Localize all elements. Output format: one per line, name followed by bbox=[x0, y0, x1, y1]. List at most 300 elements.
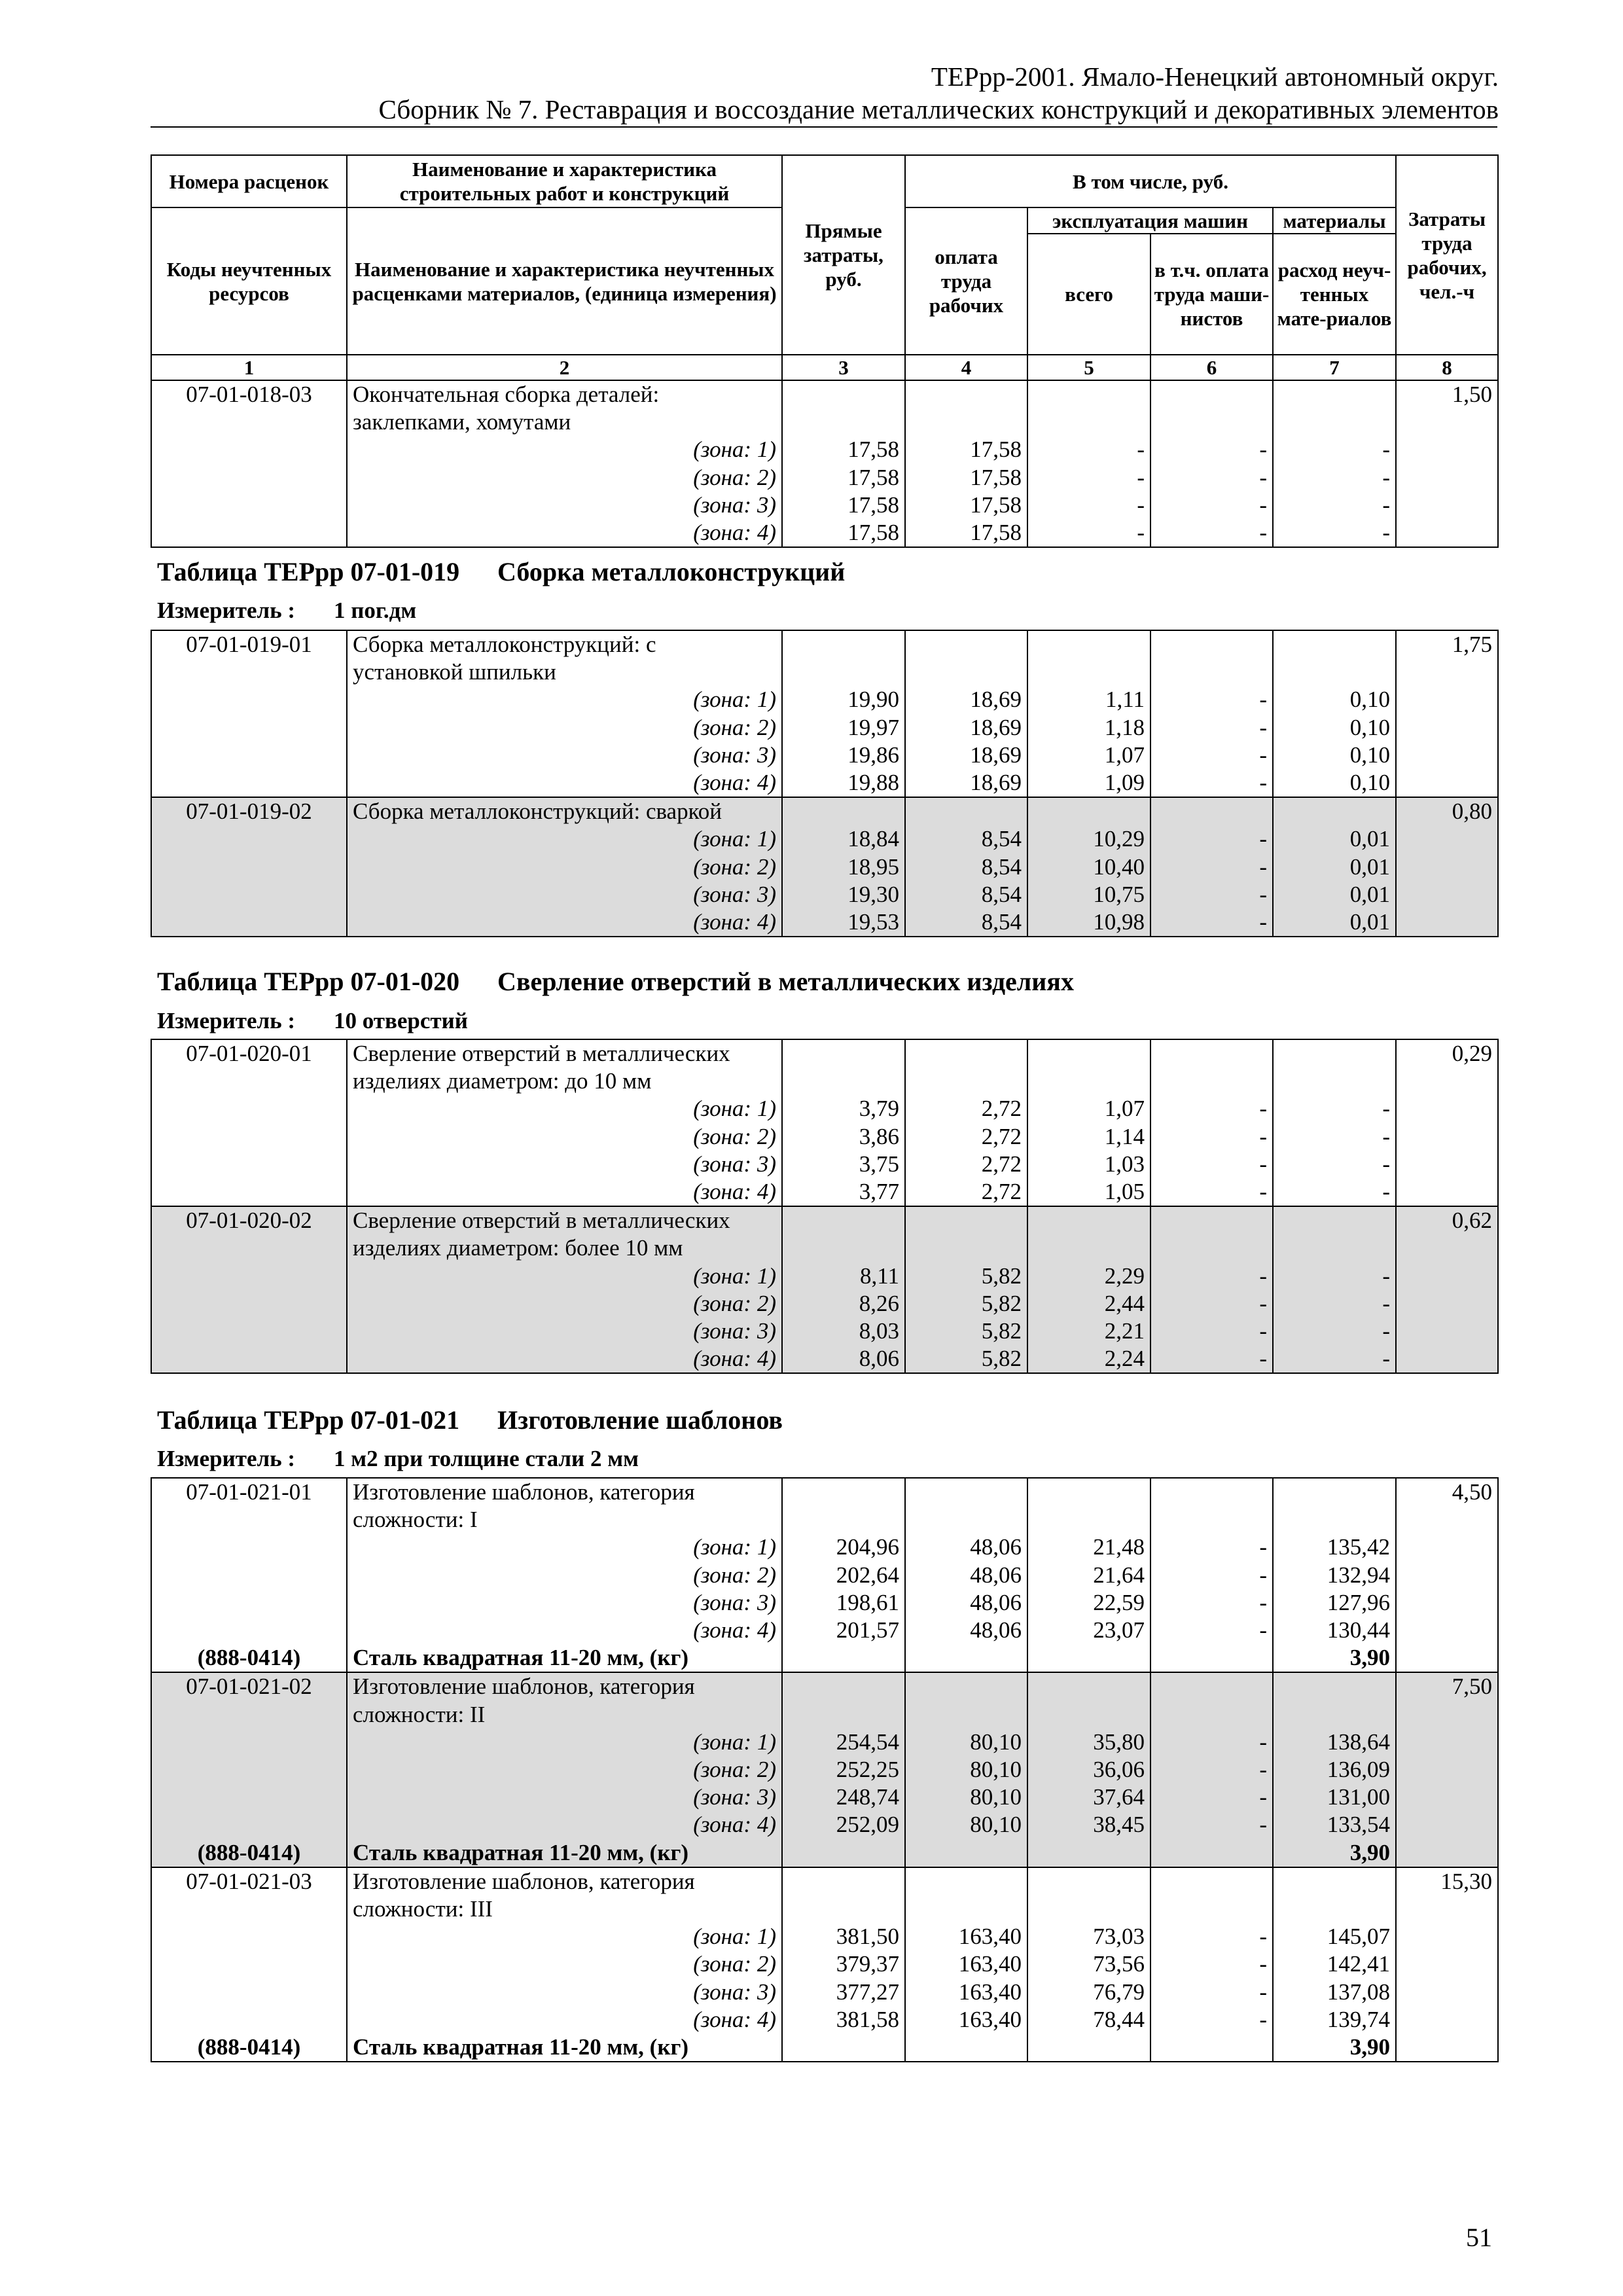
wages-cost: 80,10 bbox=[905, 1811, 1027, 1839]
labor-cost bbox=[1396, 1895, 1498, 1923]
material-name: Сталь квадратная 11-20 мм, (кг) bbox=[347, 1644, 782, 1672]
empty-cell bbox=[1150, 658, 1273, 686]
wages-cost: 80,10 bbox=[905, 1729, 1027, 1756]
empty-cell bbox=[1396, 519, 1498, 547]
empty-cell bbox=[782, 2034, 905, 2062]
labor-cost: 0,29 bbox=[1396, 1039, 1498, 1067]
empty-cell bbox=[151, 908, 347, 937]
machine-cost: 1,07 bbox=[1027, 742, 1150, 769]
col-header-material-use: расход неуч-тенных мате-риалов bbox=[1273, 234, 1396, 355]
empty-cell bbox=[782, 658, 905, 686]
empty-cell bbox=[782, 1701, 905, 1729]
machine-cost: 1,05 bbox=[1027, 1178, 1150, 1206]
empty-cell bbox=[1027, 658, 1150, 686]
empty-cell bbox=[151, 1811, 347, 1839]
col-num-2: 2 bbox=[347, 355, 782, 380]
machinist-wages: - bbox=[1150, 1345, 1273, 1373]
empty-cell bbox=[782, 630, 905, 658]
zone-label: (зона: 3) bbox=[347, 1589, 782, 1617]
zone-label: (зона: 4) bbox=[347, 1345, 782, 1373]
empty-cell bbox=[151, 1318, 347, 1345]
empty-cell bbox=[1396, 1784, 1498, 1811]
machinist-wages: - bbox=[1150, 881, 1273, 908]
empty-cell bbox=[1150, 1644, 1273, 1672]
machinist-wages: - bbox=[1150, 1729, 1273, 1756]
empty-cell bbox=[905, 408, 1027, 436]
machine-cost: 21,48 bbox=[1027, 1534, 1150, 1561]
machine-cost: 36,06 bbox=[1027, 1756, 1150, 1784]
materials-cost: 142,41 bbox=[1273, 1950, 1396, 1978]
rate-name-row bbox=[151, 1234, 1498, 1262]
zone-label: (зона: 2) bbox=[347, 1756, 782, 1784]
empty-cell bbox=[151, 436, 347, 463]
materials-cost: 0,10 bbox=[1273, 714, 1396, 742]
rate-name-row bbox=[151, 1867, 1498, 1895]
direct-cost: 377,27 bbox=[782, 1979, 905, 2006]
machine-cost: - bbox=[1027, 492, 1150, 519]
header-rule bbox=[151, 126, 1497, 128]
wages-cost: 18,69 bbox=[905, 686, 1027, 713]
direct-cost: 3,79 bbox=[782, 1095, 905, 1122]
col-header-resource-codes: Коды неучтенных ресурсов bbox=[151, 207, 347, 355]
empty-cell bbox=[1150, 1701, 1273, 1729]
zone-row bbox=[151, 1784, 1498, 1811]
zone-label: (зона: 4) bbox=[347, 2006, 782, 2034]
machinist-wages: - bbox=[1150, 1095, 1273, 1122]
wages-cost: 2,72 bbox=[905, 1095, 1027, 1122]
rate-name-row bbox=[151, 797, 1498, 825]
empty-cell bbox=[151, 1617, 347, 1644]
zone-label: (зона: 1) bbox=[347, 686, 782, 713]
materials-cost: 137,08 bbox=[1273, 1979, 1396, 2006]
empty-cell bbox=[151, 1263, 347, 1290]
direct-cost: 254,54 bbox=[782, 1729, 905, 1756]
empty-cell bbox=[151, 2006, 347, 2034]
empty-cell bbox=[1150, 1867, 1273, 1895]
zone-row bbox=[151, 853, 1498, 881]
materials-cost: 0,10 bbox=[1273, 769, 1396, 797]
rate-description: Сверление отверстий в металлических bbox=[347, 1206, 782, 1234]
wages-cost: 17,58 bbox=[905, 519, 1027, 547]
wages-cost: 17,58 bbox=[905, 464, 1027, 492]
empty-cell bbox=[151, 1950, 347, 1978]
empty-cell bbox=[1396, 1617, 1498, 1644]
empty-cell bbox=[782, 1867, 905, 1895]
materials-cost: - bbox=[1273, 1318, 1396, 1345]
wages-cost: 8,54 bbox=[905, 853, 1027, 881]
materials-cost: 130,44 bbox=[1273, 1617, 1396, 1644]
wages-cost: 17,58 bbox=[905, 436, 1027, 463]
labor-cost: 1,75 bbox=[1396, 630, 1498, 658]
labor-cost: 0,80 bbox=[1396, 797, 1498, 825]
empty-cell bbox=[1150, 1506, 1273, 1534]
measure-label: Измеритель : bbox=[157, 598, 296, 623]
zone-row bbox=[151, 2006, 1498, 2034]
empty-cell bbox=[1027, 1039, 1150, 1067]
empty-cell bbox=[1396, 464, 1498, 492]
wages-cost: 163,40 bbox=[905, 1923, 1027, 1950]
machine-cost: 35,80 bbox=[1027, 1729, 1150, 1756]
empty-cell bbox=[1396, 1811, 1498, 1839]
machine-cost: 2,24 bbox=[1027, 1345, 1150, 1373]
materials-cost: - bbox=[1273, 1151, 1396, 1178]
resource-code: (888-0414) bbox=[151, 1644, 347, 1672]
machine-cost: 37,64 bbox=[1027, 1784, 1150, 1811]
col-header-machine-operation: эксплуатация машин bbox=[1027, 207, 1273, 234]
machine-cost: 78,44 bbox=[1027, 2006, 1150, 2034]
machine-cost: 2,21 bbox=[1027, 1318, 1150, 1345]
empty-cell bbox=[1396, 1729, 1498, 1756]
machinist-wages: - bbox=[1150, 1784, 1273, 1811]
materials-cost: - bbox=[1273, 436, 1396, 463]
rate-code: 07-01-019-01 bbox=[151, 630, 347, 658]
wages-cost: 48,06 bbox=[905, 1617, 1027, 1644]
materials-cost: 0,10 bbox=[1273, 686, 1396, 713]
direct-cost: 19,97 bbox=[782, 714, 905, 742]
zone-row bbox=[151, 686, 1498, 713]
empty-cell bbox=[1027, 1672, 1150, 1700]
page-number: 51 bbox=[1466, 2223, 1492, 2252]
empty-cell bbox=[1273, 1206, 1396, 1234]
empty-cell bbox=[905, 1644, 1027, 1672]
rate-name-row bbox=[151, 1895, 1498, 1923]
materials-cost: - bbox=[1273, 464, 1396, 492]
materials-cost: - bbox=[1273, 1178, 1396, 1206]
direct-cost: 204,96 bbox=[782, 1534, 905, 1561]
empty-cell bbox=[151, 1290, 347, 1318]
empty-cell bbox=[905, 1478, 1027, 1506]
empty-cell bbox=[905, 2034, 1027, 2062]
rate-description: сложности: II bbox=[347, 1701, 782, 1729]
materials-cost: - bbox=[1273, 492, 1396, 519]
rate-name-row bbox=[151, 1039, 1498, 1067]
wages-cost: 163,40 bbox=[905, 1950, 1027, 1978]
machine-cost: 73,03 bbox=[1027, 1923, 1150, 1950]
zone-label: (зона: 1) bbox=[347, 436, 782, 463]
labor-cost: 4,50 bbox=[1396, 1478, 1498, 1506]
zone-label: (зона: 3) bbox=[347, 1151, 782, 1178]
empty-cell bbox=[782, 1039, 905, 1067]
empty-cell bbox=[1027, 380, 1150, 408]
materials-cost: 138,64 bbox=[1273, 1729, 1396, 1756]
machine-cost: 1,14 bbox=[1027, 1123, 1150, 1151]
rate-name-row bbox=[151, 658, 1498, 686]
wages-cost: 8,54 bbox=[905, 908, 1027, 937]
wages-cost: 48,06 bbox=[905, 1534, 1027, 1561]
machinist-wages: - bbox=[1150, 769, 1273, 797]
labor-cost bbox=[1396, 1701, 1498, 1729]
empty-cell bbox=[1273, 1506, 1396, 1534]
empty-cell bbox=[782, 1206, 905, 1234]
direct-cost: 3,75 bbox=[782, 1151, 905, 1178]
zone-row bbox=[151, 436, 1498, 463]
empty-cell bbox=[151, 769, 347, 797]
empty-cell bbox=[905, 1701, 1027, 1729]
machinist-wages: - bbox=[1150, 1318, 1273, 1345]
labor-cost: 1,50 bbox=[1396, 380, 1498, 408]
zone-row bbox=[151, 1178, 1498, 1206]
empty-cell bbox=[1396, 853, 1498, 881]
col-header-machine-total: всего bbox=[1027, 234, 1150, 355]
empty-cell bbox=[1150, 630, 1273, 658]
zone-row bbox=[151, 742, 1498, 769]
materials-cost: 136,09 bbox=[1273, 1756, 1396, 1784]
empty-cell bbox=[1273, 408, 1396, 436]
empty-cell bbox=[782, 797, 905, 825]
machinist-wages: - bbox=[1150, 464, 1273, 492]
machine-cost: 1,09 bbox=[1027, 769, 1150, 797]
direct-cost: 17,58 bbox=[782, 436, 905, 463]
empty-cell bbox=[1027, 1644, 1150, 1672]
zone-label: (зона: 2) bbox=[347, 1950, 782, 1978]
machine-cost: 10,75 bbox=[1027, 881, 1150, 908]
machinist-wages: - bbox=[1150, 1534, 1273, 1561]
labor-cost bbox=[1396, 1234, 1498, 1262]
zone-row bbox=[151, 1534, 1498, 1561]
machinist-wages: - bbox=[1150, 1617, 1273, 1644]
machine-cost: 2,44 bbox=[1027, 1290, 1150, 1318]
table-number: Таблица ТЕРрр 07-01-020 bbox=[157, 967, 460, 996]
empty-cell bbox=[1150, 1067, 1273, 1095]
empty-cell bbox=[1027, 1206, 1150, 1234]
empty-cell bbox=[905, 658, 1027, 686]
empty-cell bbox=[782, 380, 905, 408]
machine-cost: 23,07 bbox=[1027, 1617, 1150, 1644]
rate-description: Сборка металлоконструкций: с bbox=[347, 630, 782, 658]
rate-name-row bbox=[151, 380, 1498, 408]
material-row bbox=[151, 1839, 1498, 1867]
machinist-wages: - bbox=[1150, 1562, 1273, 1589]
rates-table-021 bbox=[151, 1477, 1499, 2062]
zone-label: (зона: 3) bbox=[347, 492, 782, 519]
rate-code bbox=[151, 658, 347, 686]
empty-cell bbox=[1027, 1839, 1150, 1867]
direct-cost: 379,37 bbox=[782, 1950, 905, 1978]
wages-cost: 2,72 bbox=[905, 1123, 1027, 1151]
measure-label: Измеритель : bbox=[157, 1008, 296, 1033]
material-row bbox=[151, 1644, 1498, 1672]
materials-cost: 135,42 bbox=[1273, 1534, 1396, 1561]
empty-cell bbox=[1273, 1067, 1396, 1095]
zone-row bbox=[151, 519, 1498, 547]
rate-code bbox=[151, 1701, 347, 1729]
wages-cost: 5,82 bbox=[905, 1318, 1027, 1345]
empty-cell bbox=[782, 1644, 905, 1672]
empty-cell bbox=[782, 1672, 905, 1700]
zone-label: (зона: 2) bbox=[347, 464, 782, 492]
empty-cell bbox=[905, 380, 1027, 408]
empty-cell bbox=[1027, 1234, 1150, 1262]
empty-cell bbox=[1396, 686, 1498, 713]
direct-cost: 381,58 bbox=[782, 2006, 905, 2034]
empty-cell bbox=[1396, 742, 1498, 769]
measure-value: 1 пог.дм bbox=[334, 598, 417, 623]
wages-cost: 5,82 bbox=[905, 1345, 1027, 1373]
rate-name-row bbox=[151, 1506, 1498, 1534]
empty-cell bbox=[782, 1839, 905, 1867]
rate-block bbox=[151, 1206, 1498, 1373]
rate-block bbox=[151, 630, 1498, 797]
machine-cost: 2,29 bbox=[1027, 1263, 1150, 1290]
direct-cost: 18,95 bbox=[782, 853, 905, 881]
empty-cell bbox=[1027, 1895, 1150, 1923]
col-header-direct-costs: Прямые затраты, руб. bbox=[782, 155, 905, 355]
materials-cost: - bbox=[1273, 1345, 1396, 1373]
machinist-wages: - bbox=[1150, 492, 1273, 519]
empty-cell bbox=[905, 1234, 1027, 1262]
material-quantity: 3,90 bbox=[1273, 1839, 1396, 1867]
empty-cell bbox=[151, 1123, 347, 1151]
measure-unit-020 bbox=[157, 1008, 468, 1034]
empty-cell bbox=[151, 1756, 347, 1784]
rate-block bbox=[151, 797, 1498, 937]
running-header-subtitle: Сборник № 7. Реставрация и воссоздание металлических конструкций и декоративных элементов bbox=[378, 94, 1499, 124]
zone-label: (зона: 2) bbox=[347, 1290, 782, 1318]
zone-row bbox=[151, 1345, 1498, 1373]
materials-cost: 139,74 bbox=[1273, 2006, 1396, 2034]
empty-cell bbox=[1396, 1923, 1498, 1950]
empty-cell bbox=[1027, 1506, 1150, 1534]
zone-row bbox=[151, 1617, 1498, 1644]
direct-cost: 252,09 bbox=[782, 1811, 905, 1839]
rate-block bbox=[151, 1478, 1498, 1672]
rate-code bbox=[151, 1895, 347, 1923]
machine-cost: 21,64 bbox=[1027, 1562, 1150, 1589]
rate-block bbox=[151, 1867, 1498, 2062]
labor-cost bbox=[1396, 1067, 1498, 1095]
machine-cost: - bbox=[1027, 436, 1150, 463]
measure-unit-021 bbox=[157, 1446, 639, 1472]
wages-cost: 5,82 bbox=[905, 1263, 1027, 1290]
empty-cell bbox=[151, 1345, 347, 1373]
machinist-wages: - bbox=[1150, 1589, 1273, 1617]
table-name: Изготовление шаблонов bbox=[497, 1405, 783, 1435]
direct-cost: 19,86 bbox=[782, 742, 905, 769]
rate-description: заклепками, хомутами bbox=[347, 408, 782, 436]
empty-cell bbox=[1150, 797, 1273, 825]
col-header-material-name: Наименование и характеристика неучтенных расценками материалов, (единица измерения) bbox=[347, 207, 782, 355]
empty-cell bbox=[1396, 2034, 1498, 2062]
rate-name-row bbox=[151, 1067, 1498, 1095]
empty-cell bbox=[1396, 1263, 1498, 1290]
col-num-1: 1 bbox=[151, 355, 347, 380]
machine-cost: 1,11 bbox=[1027, 686, 1150, 713]
wages-cost: 18,69 bbox=[905, 714, 1027, 742]
machine-cost: 10,98 bbox=[1027, 908, 1150, 937]
rate-description: изделиях диаметром: более 10 мм bbox=[347, 1234, 782, 1262]
table-name: Сборка металлоконструкций bbox=[497, 557, 846, 586]
machinist-wages: - bbox=[1150, 1178, 1273, 1206]
wages-cost: 17,58 bbox=[905, 492, 1027, 519]
col-num-5: 5 bbox=[1027, 355, 1150, 380]
materials-cost: 0,01 bbox=[1273, 825, 1396, 853]
empty-cell bbox=[1396, 1095, 1498, 1122]
empty-cell bbox=[905, 1895, 1027, 1923]
empty-cell bbox=[1027, 1478, 1150, 1506]
wages-cost: 80,10 bbox=[905, 1784, 1027, 1811]
resource-code: (888-0414) bbox=[151, 1839, 347, 1867]
direct-cost: 3,77 bbox=[782, 1178, 905, 1206]
rate-name-row bbox=[151, 630, 1498, 658]
machine-cost: 10,29 bbox=[1027, 825, 1150, 853]
column-header bbox=[151, 155, 1498, 380]
empty-cell bbox=[151, 714, 347, 742]
rate-description: сложности: I bbox=[347, 1506, 782, 1534]
empty-cell bbox=[1150, 1206, 1273, 1234]
rate-name-row bbox=[151, 1478, 1498, 1506]
materials-cost: 0,01 bbox=[1273, 908, 1396, 937]
zone-row bbox=[151, 1123, 1498, 1151]
zone-row bbox=[151, 1562, 1498, 1589]
rate-name-row bbox=[151, 1701, 1498, 1729]
machinist-wages: - bbox=[1150, 1923, 1273, 1950]
machinist-wages: - bbox=[1150, 1290, 1273, 1318]
machine-cost: 38,45 bbox=[1027, 1811, 1150, 1839]
empty-cell bbox=[1396, 1345, 1498, 1373]
empty-cell bbox=[151, 881, 347, 908]
zone-row bbox=[151, 714, 1498, 742]
zone-label: (зона: 3) bbox=[347, 1979, 782, 2006]
direct-cost: 17,58 bbox=[782, 464, 905, 492]
empty-cell bbox=[1396, 1644, 1498, 1672]
col-num-4: 4 bbox=[905, 355, 1027, 380]
materials-cost: 0,01 bbox=[1273, 853, 1396, 881]
zone-label: (зона: 2) bbox=[347, 853, 782, 881]
wages-cost: 163,40 bbox=[905, 2006, 1027, 2034]
direct-cost: 19,30 bbox=[782, 881, 905, 908]
empty-cell bbox=[151, 1562, 347, 1589]
rate-code: 07-01-018-03 bbox=[151, 380, 347, 408]
resource-code: (888-0414) bbox=[151, 2034, 347, 2062]
direct-cost: 18,84 bbox=[782, 825, 905, 853]
empty-cell bbox=[1273, 380, 1396, 408]
zone-row bbox=[151, 1979, 1498, 2006]
empty-cell bbox=[1396, 1589, 1498, 1617]
direct-cost: 252,25 bbox=[782, 1756, 905, 1784]
empty-cell bbox=[1396, 1950, 1498, 1978]
empty-cell bbox=[151, 464, 347, 492]
direct-cost: 381,50 bbox=[782, 1923, 905, 1950]
rates-table-019 bbox=[151, 630, 1499, 937]
direct-cost: 19,90 bbox=[782, 686, 905, 713]
zone-label: (зона: 2) bbox=[347, 1123, 782, 1151]
machinist-wages: - bbox=[1150, 436, 1273, 463]
materials-cost: - bbox=[1273, 519, 1396, 547]
wages-cost: 5,82 bbox=[905, 1290, 1027, 1318]
rate-name-row bbox=[151, 408, 1498, 436]
empty-cell bbox=[151, 1151, 347, 1178]
empty-cell bbox=[151, 1178, 347, 1206]
zone-row bbox=[151, 1318, 1498, 1345]
zone-row bbox=[151, 908, 1498, 937]
machinist-wages: - bbox=[1150, 714, 1273, 742]
zone-row bbox=[151, 1263, 1498, 1290]
materials-cost: - bbox=[1273, 1123, 1396, 1151]
empty-cell bbox=[1273, 1234, 1396, 1262]
machinist-wages: - bbox=[1150, 1811, 1273, 1839]
empty-cell bbox=[1396, 908, 1498, 937]
zone-label: (зона: 1) bbox=[347, 1095, 782, 1122]
rates-table-020 bbox=[151, 1039, 1499, 1374]
materials-cost: - bbox=[1273, 1263, 1396, 1290]
materials-cost: - bbox=[1273, 1290, 1396, 1318]
zone-label: (зона: 1) bbox=[347, 1534, 782, 1561]
zone-label: (зона: 4) bbox=[347, 1811, 782, 1839]
measure-value: 10 отверстий bbox=[334, 1008, 468, 1033]
empty-cell bbox=[1396, 1123, 1498, 1151]
table-name: Сверление отверстий в металлических изделиях bbox=[497, 967, 1074, 996]
zone-label: (зона: 4) bbox=[347, 1178, 782, 1206]
